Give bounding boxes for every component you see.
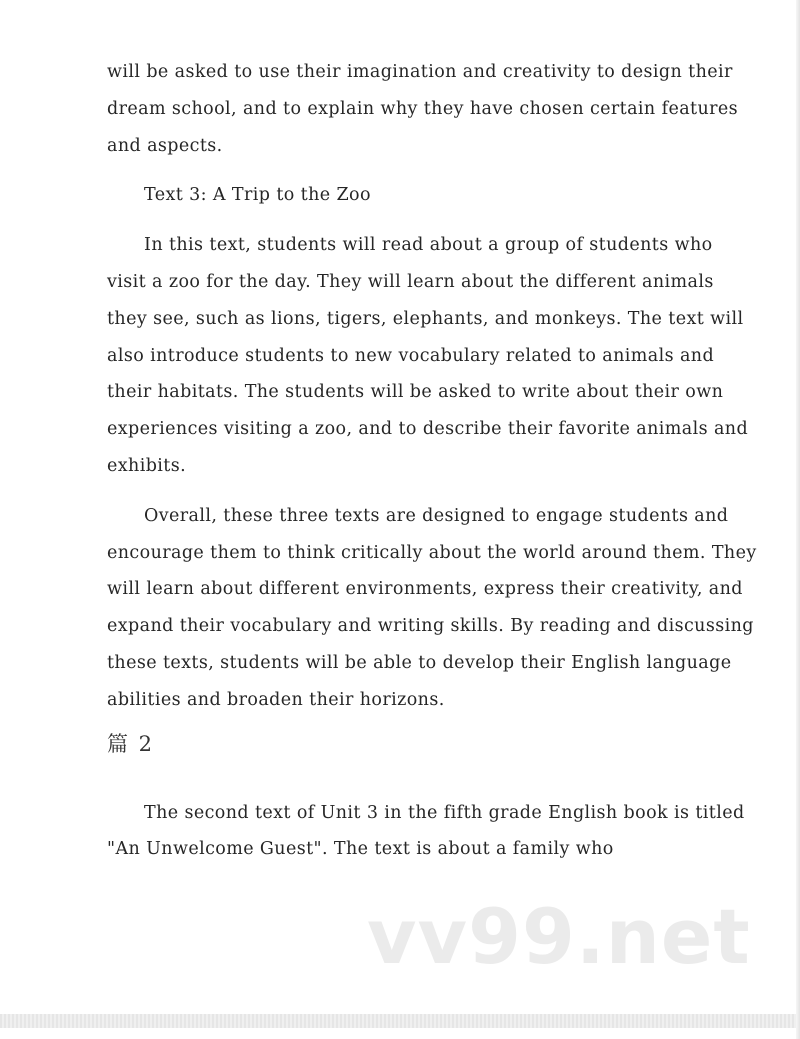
document-body <box>107 54 757 868</box>
site-watermark: vv99.net <box>367 892 751 981</box>
paragraph-overall: Overall, these three texts are designed to engage students and encourage them to think critically about the world around them. They will learn about different environments, express their creativity, and expand their vocabulary and writing skills. By reading and discussing these texts, students will be able to develop their English language abilities and broaden their horizons. <box>107 505 757 710</box>
page-right-edge <box>796 0 800 1039</box>
paragraph-trip-to-zoo: In this text, students will read about a group of students who visit a zoo for the day. They will learn about the different animals they see, such as lions, tigers, elephants, and monkeys. The text will also introduce students to new vocabulary related to animals and their habitats. The students will be asked to write about their own experiences visiting a zoo, and to describe their favorite animals and exhibits. <box>107 235 749 476</box>
paragraph-second-text-unit-3: The second text of Unit 3 in the fifth grade English book is titled "An Unwelcome Guest". The text is about a family who <box>107 802 745 860</box>
page-bottom-divider <box>0 1014 800 1028</box>
paragraph-dream-school-continued: will be asked to use their imagination and creativity to design their dream school, and to explain why they have chosen certain features and aspects. <box>107 62 739 156</box>
section-heading: 篇 2 <box>107 731 155 756</box>
paragraph-text-3-title: Text 3: A Trip to the Zoo <box>144 185 371 206</box>
